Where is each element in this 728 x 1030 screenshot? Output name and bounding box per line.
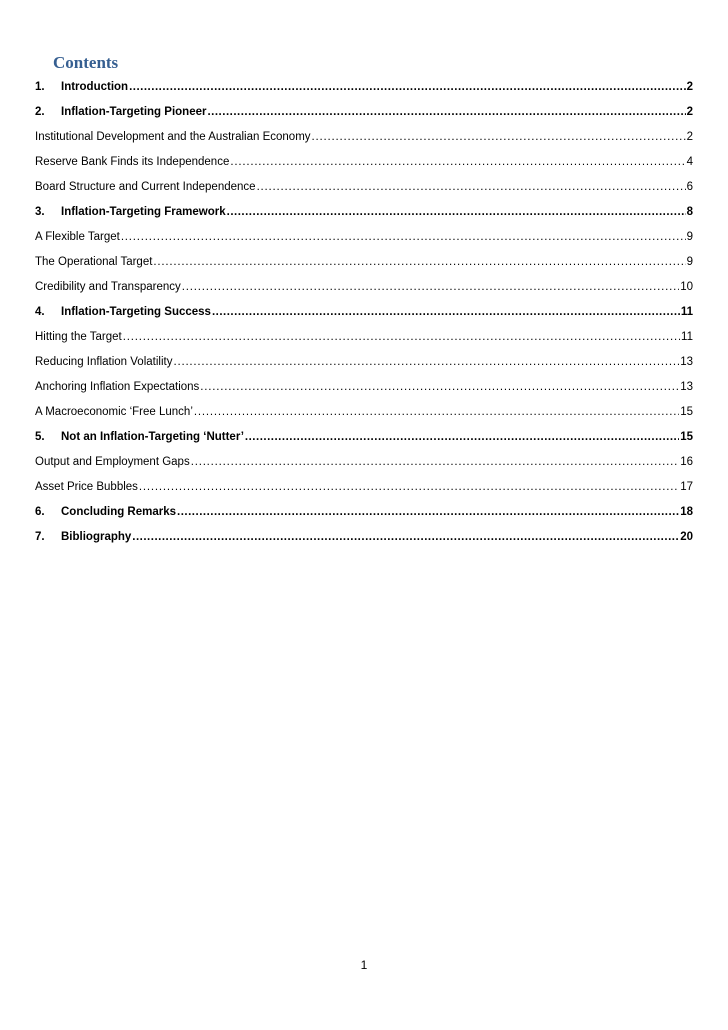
- toc-entry-number: 3.: [35, 206, 45, 218]
- toc-entry-title: Reserve Bank Finds its Independence: [35, 156, 230, 168]
- toc-entry-page: 10: [680, 281, 693, 293]
- toc-entry[interactable]: [35, 256, 693, 281]
- toc-entry-title: Inflation-Targeting Framework: [61, 206, 226, 218]
- toc-entry-page: 18: [680, 506, 693, 518]
- toc-dot-leader: [153, 256, 685, 268]
- toc-entry[interactable]: [35, 81, 693, 106]
- toc-dot-leader: [230, 156, 685, 168]
- page-number: 1: [360, 958, 368, 972]
- toc-entry-number: 5.: [35, 431, 45, 443]
- toc-entry-title: Reducing Inflation Volatility: [35, 356, 173, 368]
- toc-entry[interactable]: [35, 381, 693, 406]
- toc-entry-title: A Flexible Target: [35, 231, 120, 243]
- toc-entry-number: 1.: [35, 81, 45, 93]
- toc-entry-page: 9: [686, 231, 693, 243]
- toc-entry[interactable]: [35, 181, 693, 206]
- toc-dot-leader: [257, 181, 686, 193]
- toc-dot-leader: [132, 531, 679, 543]
- toc-dot-leader: [173, 356, 679, 368]
- toc-entry-page: 2: [686, 106, 693, 118]
- toc-entry-page: 8: [686, 206, 693, 218]
- toc-entry[interactable]: [35, 156, 693, 181]
- toc-entry[interactable]: [35, 281, 693, 306]
- toc-entry-page: 15: [680, 406, 693, 418]
- toc-entry-page: 13: [680, 381, 693, 393]
- toc-entry-title: Hitting the Target: [35, 331, 122, 343]
- toc-entry-title: Bibliography: [61, 531, 132, 543]
- toc-entry[interactable]: [35, 506, 693, 531]
- toc-entry-page: 2: [686, 131, 693, 143]
- toc-entry[interactable]: [35, 106, 693, 131]
- toc-entry-number: 7.: [35, 531, 45, 543]
- toc-entry-title: Concluding Remarks: [61, 506, 177, 518]
- toc-dot-leader: [129, 81, 686, 93]
- toc-entry-title: Board Structure and Current Independence: [35, 181, 256, 193]
- toc-dot-leader: [245, 431, 679, 443]
- toc-entry[interactable]: [35, 531, 693, 556]
- toc-entry-number: 2.: [35, 106, 45, 118]
- toc-entry-number: 6.: [35, 506, 45, 518]
- toc-entry-title: A Macroeconomic ‘Free Lunch’: [35, 406, 193, 418]
- toc-entry-page: 9: [686, 256, 693, 268]
- toc-entry-page: 17: [680, 481, 693, 493]
- toc-entry-page: 20: [680, 531, 693, 543]
- toc-entry-page: 6: [686, 181, 693, 193]
- toc-entry-page: 4: [686, 156, 693, 168]
- toc-entry[interactable]: [35, 356, 693, 381]
- toc-entry-title: Asset Price Bubbles: [35, 481, 138, 493]
- toc-entry-page: 11: [681, 331, 693, 343]
- toc-entry[interactable]: [35, 331, 693, 356]
- toc-entry-title: Not an Inflation-Targeting ‘Nutter’: [61, 431, 244, 443]
- toc-dot-leader: [139, 481, 679, 493]
- toc-entry[interactable]: [35, 206, 693, 231]
- toc-entry-title: Credibility and Transparency: [35, 281, 181, 293]
- toc-entry-number: 4.: [35, 306, 45, 318]
- toc-entry[interactable]: [35, 406, 693, 431]
- toc-entry-title: Institutional Development and the Australian Economy: [35, 131, 311, 143]
- toc-entry[interactable]: [35, 431, 693, 456]
- toc-entry[interactable]: [35, 306, 693, 331]
- toc-dot-leader: [121, 231, 686, 243]
- toc-dot-leader: [312, 131, 686, 143]
- toc-entry-page: 11: [680, 306, 693, 318]
- toc-entry-title: Output and Employment Gaps: [35, 456, 190, 468]
- toc-dot-leader: [227, 206, 686, 218]
- toc-heading: Contents: [53, 53, 119, 72]
- toc-entry-title: Inflation-Targeting Success: [61, 306, 211, 318]
- toc-entry-page: 2: [686, 81, 693, 93]
- toc-dot-leader: [177, 506, 679, 518]
- toc-entry-title: The Operational Target: [35, 256, 153, 268]
- toc-dot-leader: [194, 406, 679, 418]
- toc-dot-leader: [200, 381, 679, 393]
- toc-dot-leader: [212, 306, 680, 318]
- toc-entry-page: 16: [680, 456, 693, 468]
- toc-entry-page: 13: [680, 356, 693, 368]
- toc-dot-leader: [182, 281, 679, 293]
- toc-entry[interactable]: [35, 131, 693, 156]
- toc-entry[interactable]: [35, 231, 693, 256]
- table-of-contents: [35, 81, 693, 556]
- toc-entry-title: Introduction: [61, 81, 129, 93]
- toc-entry-title: Inflation-Targeting Pioneer: [61, 106, 207, 118]
- toc-dot-leader: [123, 331, 680, 343]
- toc-entry-title: Anchoring Inflation Expectations: [35, 381, 200, 393]
- toc-entry[interactable]: [35, 456, 693, 481]
- toc-dot-leader: [207, 106, 685, 118]
- toc-dot-leader: [191, 456, 680, 468]
- toc-entry[interactable]: [35, 481, 693, 506]
- toc-entry-page: 15: [680, 431, 693, 443]
